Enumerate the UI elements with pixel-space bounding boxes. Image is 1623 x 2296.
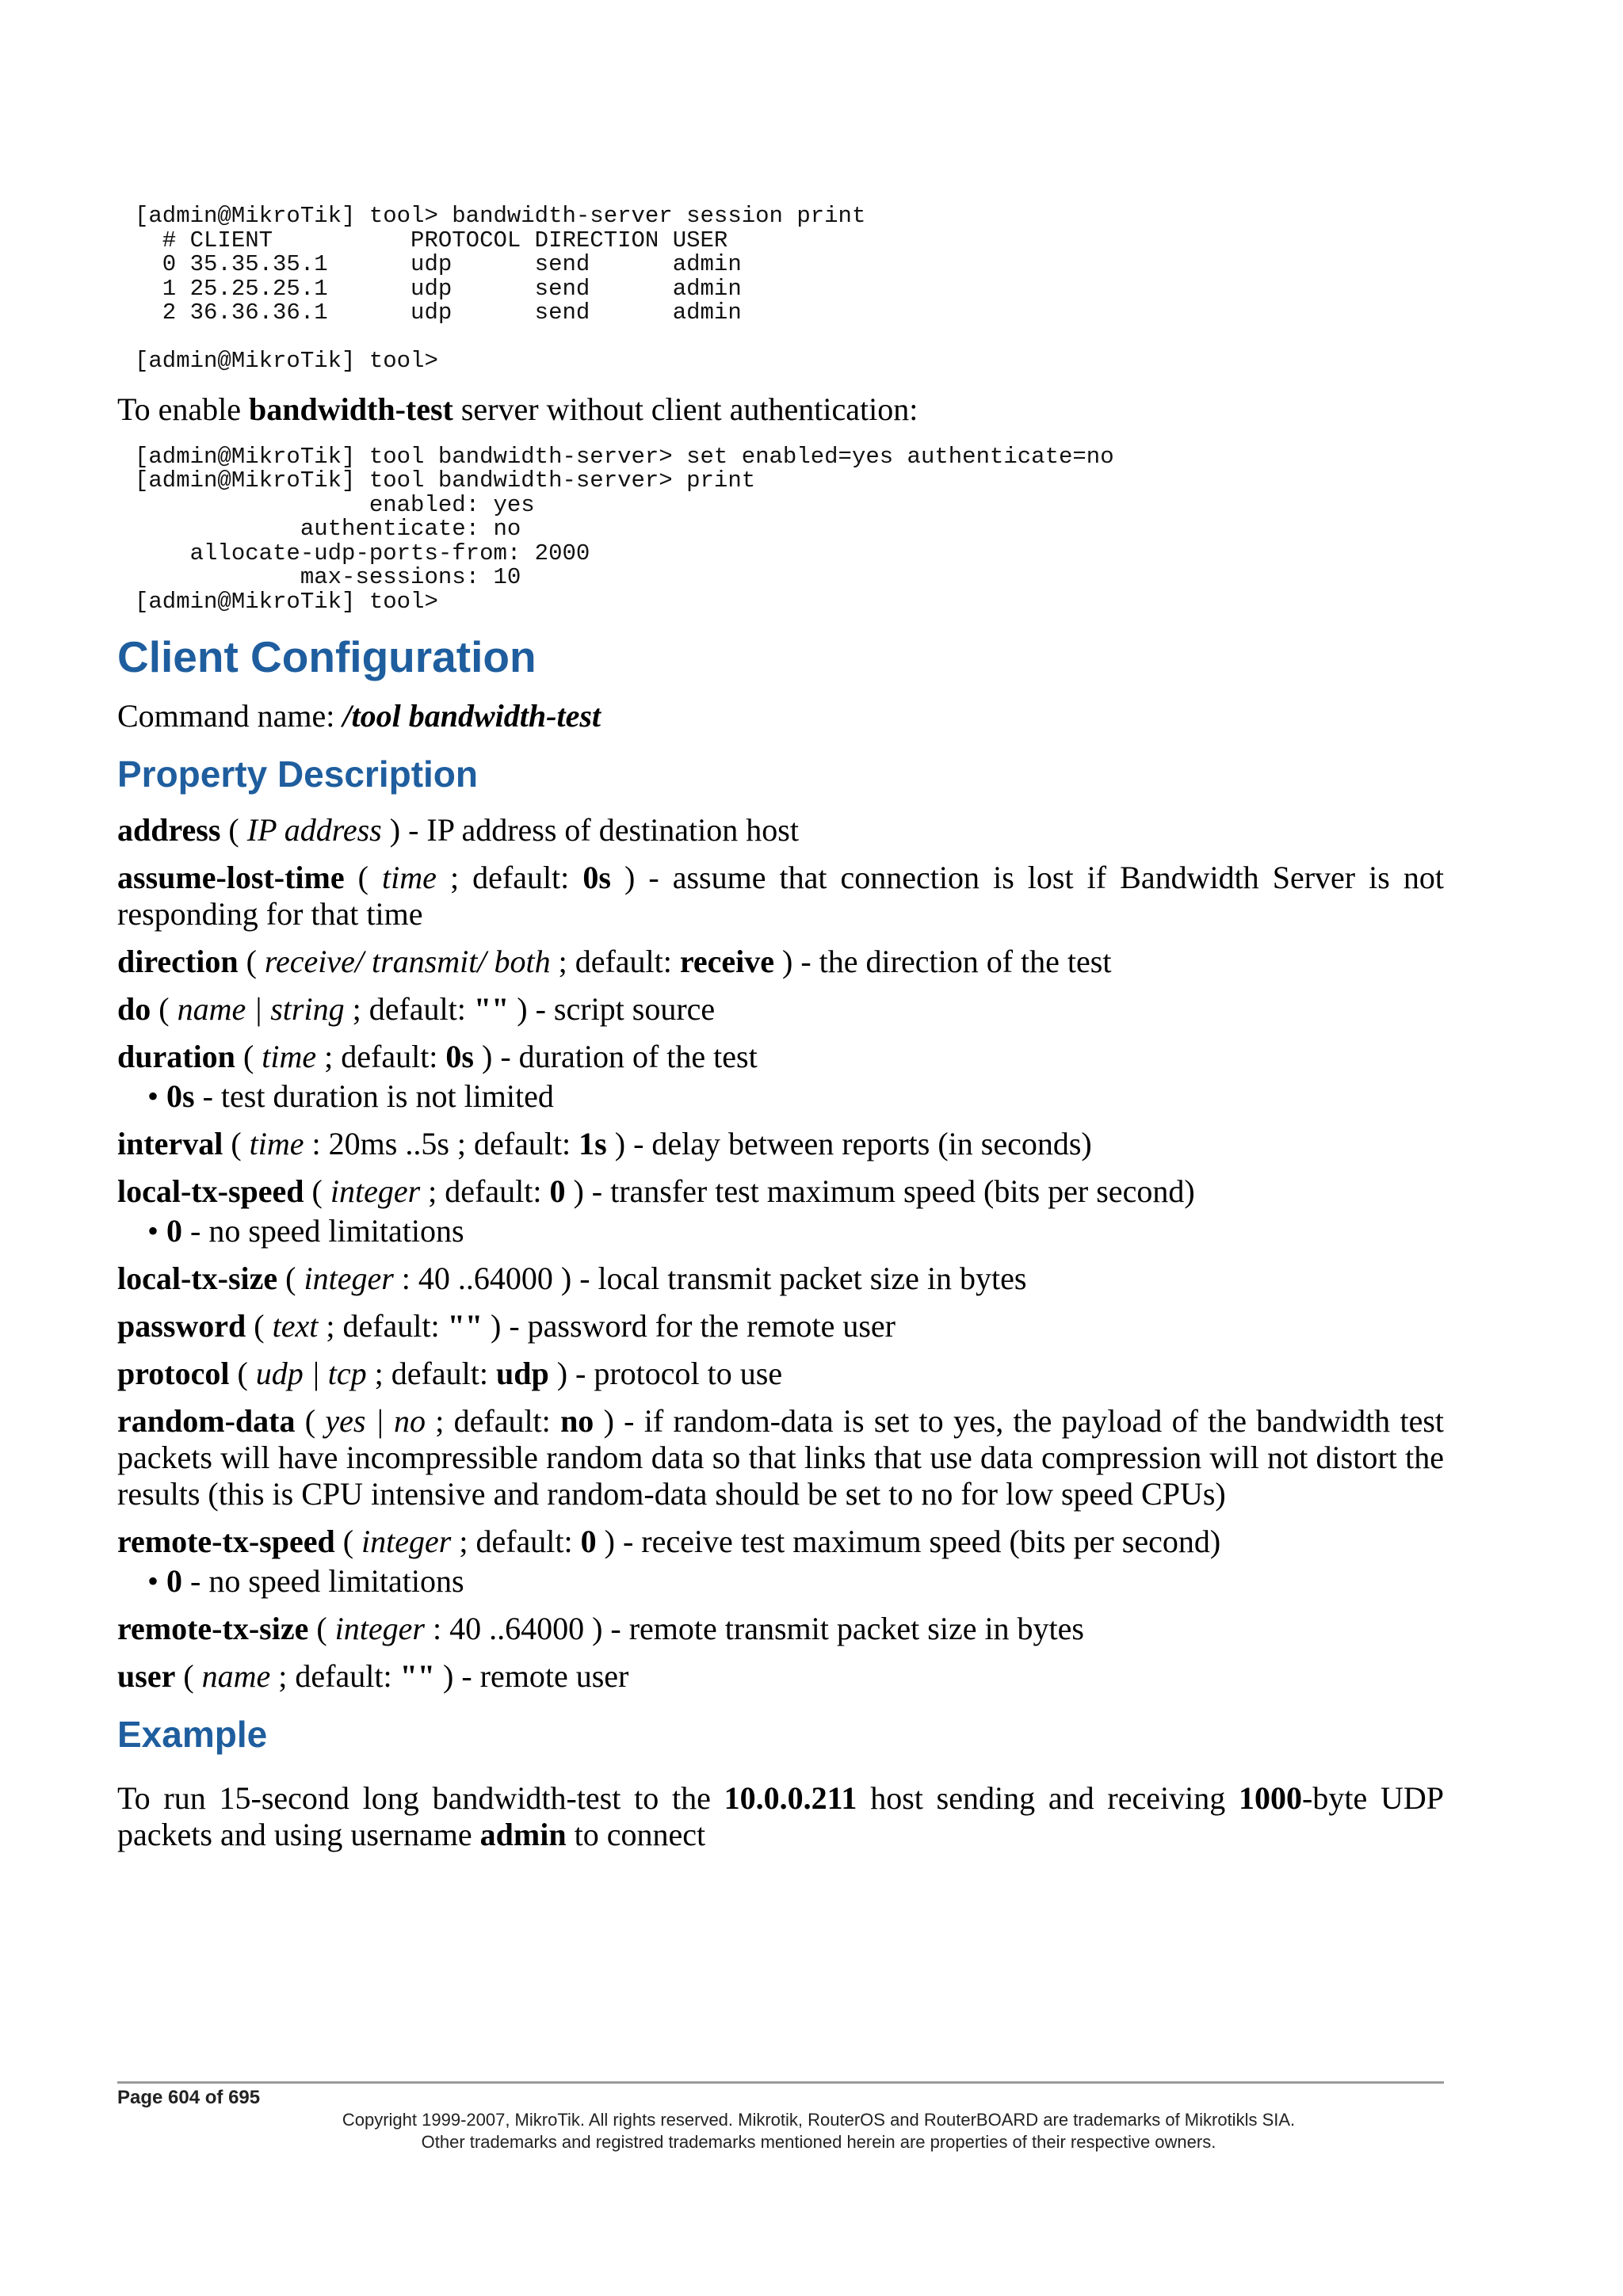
- property-type: name | string: [177, 991, 345, 1027]
- property-name: do: [117, 991, 151, 1027]
- footer-page-number: Page 604 of 695: [117, 2087, 261, 2108]
- example-text-2: host sending and receiving: [857, 1780, 1239, 1816]
- property-local-tx-speed: local-tx-speed ( integer ; default: 0 ) - transfer test maximum speed (bits per second): [117, 1173, 1195, 1209]
- intro-bold: bandwidth-test: [249, 391, 453, 427]
- intro-text: To enable: [117, 391, 250, 427]
- property-type: time: [382, 860, 437, 895]
- property-password: password ( text ; default: "" ) - password for the remote user: [117, 1308, 896, 1344]
- example-text-3: -byte UDP packets and using username: [117, 1780, 1445, 1852]
- property-type: text: [272, 1308, 319, 1344]
- property-description: receive test maximum speed (bits per second): [641, 1524, 1221, 1559]
- property-default: "": [399, 1658, 435, 1694]
- bullet-key: 0: [166, 1213, 183, 1249]
- property-range: 40 ..64000: [449, 1611, 585, 1646]
- property-description: remote transmit packet size in bytes: [628, 1611, 1084, 1646]
- property-local-tx-size: local-tx-size ( integer : 40 ..64000 ) - local transmit packet size in bytes: [117, 1261, 1027, 1296]
- property-direction: direction ( receive/ transmit/ both ; default: receive ) - the direction of the test: [117, 944, 1112, 979]
- property-bullet: • 0 - no speed limitations: [147, 1563, 464, 1599]
- property-remote-tx-size: remote-tx-size ( integer : 40 ..64000 ) - remote transmit packet size in bytes: [117, 1611, 1084, 1646]
- property-interval: interval ( time : 20ms ..5s ; default: 1s ) - delay between reports (in seconds): [117, 1126, 1092, 1161]
- property-type: integer: [304, 1261, 394, 1296]
- command-name: [117, 698, 1444, 734]
- intro-paragraph: [117, 391, 1444, 428]
- property-name: interval: [117, 1126, 223, 1161]
- property-type: time: [249, 1126, 304, 1161]
- property-protocol: protocol ( udp | tcp ; default: udp ) - protocol to use: [117, 1356, 783, 1391]
- property-bullet: • 0s - test duration is not limited: [147, 1078, 554, 1114]
- property-assume-lost-time: assume-lost-time ( time ; default: 0s ) - assume that connection is lost if Bandwidth Server is not responding for that time: [117, 860, 1445, 932]
- section-title: Client Configuration: [117, 632, 537, 681]
- property-do: do ( name | string ; default: "" ) - script source: [117, 991, 716, 1027]
- footer-copyright-line-2: Other trademarks and registred trademarks mentioned herein are properties of their respective owners.: [421, 2132, 1216, 2152]
- command-value: /tool bandwidth-test: [342, 698, 601, 734]
- bullet-key: 0s: [166, 1078, 195, 1114]
- property-default: 0s: [445, 1039, 474, 1074]
- property-default: 0: [580, 1524, 597, 1559]
- property-heading: Property Description: [117, 753, 478, 795]
- property-name: local-tx-speed: [117, 1173, 304, 1209]
- property-name: random-data: [117, 1403, 296, 1439]
- example-paragraph: [117, 1780, 1444, 1853]
- property-user: user ( name ; default: "" ) - remote user: [117, 1658, 629, 1694]
- property-name: direction: [117, 944, 239, 979]
- property-description: password for the remote user: [527, 1308, 896, 1344]
- property-description: transfer test maximum speed (bits per second): [610, 1173, 1195, 1209]
- property-type: time: [262, 1039, 317, 1074]
- property-name: remote-tx-speed: [117, 1524, 335, 1559]
- property-description: delay between reports (in seconds): [651, 1126, 1092, 1161]
- property-default: 1s: [579, 1126, 607, 1161]
- property-type: receive/ transmit/ both: [264, 944, 551, 979]
- property-name: protocol: [117, 1356, 230, 1391]
- property-remote-tx-speed: remote-tx-speed ( integer ; default: 0 ) - receive test maximum speed (bits per second): [117, 1524, 1221, 1559]
- code-block-session-print: [admin@MikroTik] tool> bandwidth-server session print # CLIENT PROTOCOL DIRECTION USER 0 35.35.35.1 udp send admin 1 25.25.25.1 udp send admin 2 36.36.36.1 udp send admin [admin@MikroTik] tool>: [135, 203, 866, 374]
- property-name: remote-tx-size: [117, 1611, 309, 1646]
- property-description: assume that connection is lost if Bandwidth Server is not responding for that time: [117, 860, 1445, 932]
- bullet-text: test duration is not limited: [220, 1078, 554, 1114]
- property-description: protocol to use: [594, 1356, 783, 1391]
- property-description: remote user: [479, 1658, 629, 1694]
- property-description: if random-data is set to yes, the payload of the bandwidth test packets will have incompressible random data so that links that use data compression will not distort the results (this is CPU intensive and random-data should be set to no for low speed CPUs): [117, 1403, 1445, 1512]
- footer-copyright: [117, 2109, 1520, 2153]
- property-name: address: [117, 812, 221, 848]
- property-list: [117, 812, 1444, 1695]
- code-block-server-config: [admin@MikroTik] tool bandwidth-server> set enabled=yes authenticate=no [admin@MikroTik] tool bandwidth-server> print enabled: yes authenticate: no allocate-udp-ports-from: 2000 max-sessions: 10 [admin@MikroTik] tool>: [135, 443, 1114, 615]
- property-type: integer: [361, 1524, 452, 1559]
- property-description: local transmit packet size in bytes: [598, 1261, 1027, 1296]
- intro-text-end: server without client authentication:: [453, 391, 918, 427]
- property-type: integer: [330, 1173, 421, 1209]
- property-type: yes | no: [325, 1403, 426, 1439]
- property-type: integer: [334, 1611, 425, 1646]
- property-type: name: [201, 1658, 271, 1694]
- property-type: udp | tcp: [255, 1356, 367, 1391]
- property-default: no: [560, 1403, 594, 1439]
- property-name: assume-lost-time: [117, 860, 345, 895]
- property-default: "": [447, 1308, 483, 1344]
- property-type: IP address: [246, 812, 382, 848]
- property-description: script source: [553, 991, 716, 1027]
- property-range: 20ms ..5s: [328, 1126, 449, 1161]
- property-default: 0: [549, 1173, 566, 1209]
- example-heading: Example: [117, 1714, 268, 1755]
- property-name: local-tx-size: [117, 1261, 278, 1296]
- property-description: the direction of the test: [819, 944, 1112, 979]
- property-name: password: [117, 1308, 246, 1344]
- example-host: 10.0.0.211: [724, 1780, 857, 1816]
- footer-copyright-line-1: Copyright 1999-2007, MikroTik. All rights reserved. Mikrotik, RouterOS and RouterBOARD are trademarks of Mikrotikls SIA.: [342, 2110, 1296, 2130]
- example-text-1: To run 15-second long bandwidth-test to the: [117, 1780, 724, 1816]
- bullet-text: no speed limitations: [208, 1213, 464, 1249]
- command-label: Command name:: [117, 698, 343, 734]
- property-name: user: [117, 1658, 176, 1694]
- property-default: receive: [679, 944, 775, 979]
- footer-rule: [117, 2081, 1444, 2084]
- document-page: [117, 204, 1444, 1853]
- example-size: 1000: [1239, 1780, 1303, 1816]
- bullet-key: 0: [166, 1563, 183, 1599]
- property-duration: duration ( time ; default: 0s ) - duration of the test: [117, 1039, 758, 1074]
- property-description: duration of the test: [518, 1039, 758, 1074]
- property-range: 40 ..64000: [418, 1261, 553, 1296]
- property-address: address ( IP address ) - IP address of destination host: [117, 812, 799, 848]
- example-user: admin: [479, 1817, 567, 1852]
- property-default: 0s: [582, 860, 611, 895]
- property-name: duration: [117, 1039, 235, 1074]
- bullet-text: no speed limitations: [208, 1563, 464, 1599]
- property-bullet: • 0 - no speed limitations: [147, 1213, 464, 1249]
- property-default: udp: [495, 1356, 549, 1391]
- example-text-4: to connect: [566, 1817, 706, 1852]
- property-default: "": [473, 991, 510, 1027]
- property-random-data: random-data ( yes | no ; default: no ) - if random-data is set to yes, the payload of the bandwidth test packets will have incompressible random data so that links that use data compression will not distort the results (this is CPU intensive and random-data should be set to no for low speed CPUs): [117, 1403, 1445, 1512]
- property-description: IP address of destination host: [426, 812, 799, 848]
